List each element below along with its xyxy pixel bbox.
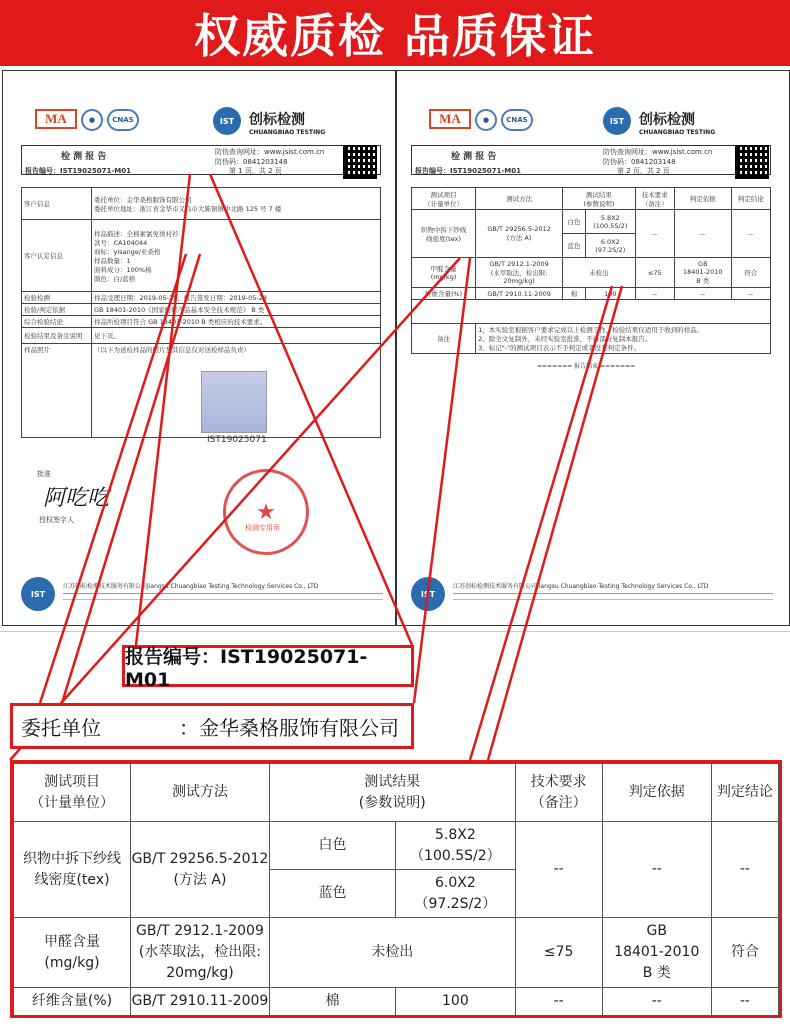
ist-logo: IST <box>213 107 241 135</box>
client-name: 金华桑格服饰有限公司 <box>199 715 399 740</box>
report-number: 报告编号：IST19025071-M01 <box>125 645 368 691</box>
row3-result: 100 <box>396 988 516 1016</box>
label-client-info: 客户信息 <box>22 188 92 220</box>
mini-results-table <box>411 187 771 354</box>
remark-text: 见下页。 <box>92 328 381 344</box>
row1-value-blue: 6.0X2 （97.2S/2） <box>396 870 516 918</box>
report-page-1 <box>2 70 396 626</box>
mini-color-blue: 蓝色 <box>563 234 586 258</box>
mini-basis-1: -- <box>674 210 731 258</box>
mini-req-1: -- <box>635 210 674 258</box>
report-number-small: 报告编号：IST19025071-M01 <box>25 167 131 175</box>
row3-cotton: 棉 <box>269 988 395 1016</box>
brand-key: 商标 <box>94 247 107 256</box>
cnas-logo: CNAS <box>501 109 533 131</box>
client-key: 委托单位 <box>94 195 120 204</box>
row3-basis: -- <box>602 988 711 1016</box>
note-1: 1、本实验室根据客户要求完成以上检测工作，检验结果仅适用于收到的样品。 <box>478 326 704 334</box>
header-test-result: 测试结果 (参数说明) <box>269 764 515 822</box>
mini-concl-3: -- <box>731 288 770 300</box>
row1-color-white: 白色 <box>269 822 395 870</box>
results-table <box>13 763 779 1016</box>
query-site: 防伪查询网址：www.jsist.com.cn <box>603 148 713 156</box>
mini-h3: 测试结果 (参数说明) <box>563 188 636 210</box>
approve-label: 批准 <box>37 470 51 478</box>
mini-req-2: ≤75 <box>635 258 674 288</box>
note-2: 2、除全文复制外，未经实验室批准，不得部分复制本报告。 <box>478 335 652 343</box>
header-test-item: 测试项目 （计量单位） <box>14 764 131 822</box>
sample-photo <box>201 371 267 433</box>
check-dates: 样品受理日期：2019-05-25，报告签发日期：2019-05-28 <box>92 292 381 304</box>
qr-code-icon <box>735 145 769 179</box>
mini-result-2: 未检出 <box>563 258 636 288</box>
row1-value-white: 5.8X2 （100.5S/2） <box>396 822 516 870</box>
row2-method: GB/T 2912.1-2009 (水萃取法，检出限: 20mg/kg) <box>131 918 270 988</box>
row2-result: 未检出 <box>269 918 515 988</box>
qr-code-icon <box>343 145 377 179</box>
footer-divider-2 <box>453 599 773 600</box>
row3-req: -- <box>515 988 602 1016</box>
row1-conclusion: -- <box>711 822 778 918</box>
row2-req: ≤75 <box>515 918 602 988</box>
mini-concl-1: -- <box>731 210 770 258</box>
client-label: 委托单位 <box>21 715 101 740</box>
report-page-2 <box>396 70 790 626</box>
ist-footer-logo: IST <box>21 577 55 611</box>
mini-cotton-value: 100 <box>585 288 635 300</box>
footer-divider-2 <box>63 599 383 600</box>
footer-company: 江苏创标检测技术服务有限公司Jiangsu Chuangbiao Testing Technology Services Co., LTD <box>63 583 319 590</box>
mini-item-1: 织物中拆下纱线 线密度(tex) <box>412 210 476 258</box>
label-check: 检验检测 <box>22 292 92 304</box>
composition-key: 面料成分 <box>94 265 120 274</box>
mini-concl-2: 符合 <box>731 258 770 288</box>
cma-logo: MA <box>35 109 77 129</box>
label-conclusion: 综合检验结论 <box>22 316 92 328</box>
style-key: 款号 <box>94 238 107 247</box>
conclusion-text: 样品所检项目符合 GB 18401-2010 B 类相应的技术要求。 <box>92 316 381 328</box>
mini-value-white: 5.8X2 (100.5S/2) <box>585 210 635 234</box>
ist-logo: IST <box>603 107 631 135</box>
header-basis: 判定依据 <box>602 764 711 822</box>
header-test-method: 测试方法 <box>131 764 270 822</box>
footer-company: 江苏创标检测技术服务有限公司Jiangsu Chuangbiao Testing Technology Services Co., LTD <box>453 583 709 590</box>
mini-h4: 技术要求 （备注） <box>635 188 674 210</box>
mini-method-2: GB/T 2912.1-2009 (水萃取法，检出限: 20mg/kg) <box>476 258 563 288</box>
mini-h5: 判定依据 <box>674 188 731 210</box>
mini-h6: 判定结论 <box>731 188 770 210</box>
mini-method-1: GB/T 29256.5-2012 (方法 A) <box>476 210 563 258</box>
address-value: 浙江省金华市义乌市大陈镇镇中北路 125 号 7 楼 <box>139 204 282 213</box>
row3-method: GB/T 2910.11-2009 <box>131 988 270 1016</box>
qty-value: 1 <box>126 256 131 265</box>
mini-method-3: GB/T 2910.11-2009 <box>476 288 563 300</box>
lab-brand-en: CHUANGBIAO TESTING <box>639 129 716 136</box>
label-remark: 检验结果及备注说明 <box>22 328 92 344</box>
report-number-small: 报告编号：IST19025071-M01 <box>415 167 521 175</box>
ist-footer-logo: IST <box>411 577 445 611</box>
header-tech-req: 技术要求 （备注） <box>515 764 602 822</box>
header-conclusion: 判定结论 <box>711 764 778 822</box>
client-callout <box>10 703 414 749</box>
mini-h1: 测试项目 （计量单位） <box>412 188 476 210</box>
address-key: 委托单位地址 <box>94 204 133 213</box>
note-3: 3、标记"-"的测试项目表示不予判定或者没有判定条件。 <box>478 344 641 352</box>
row1-item: 织物中拆下纱线 线密度(tex) <box>14 822 131 918</box>
mini-h2: 测试方法 <box>476 188 563 210</box>
report-title: 检 测 报 告 <box>451 152 497 162</box>
report-end-mark: ======= 报告结束 ======= <box>537 363 636 370</box>
report-title: 检 测 报 告 <box>61 152 107 162</box>
ilac-logo-icon: ● <box>475 109 497 131</box>
row1-req: -- <box>515 822 602 918</box>
footer-divider <box>453 593 773 594</box>
composition-value: 100%棉 <box>126 265 152 274</box>
query-site: 防伪查询网址：www.jsist.com.cn <box>215 148 325 156</box>
client-info-table: 客户信息 委托单位：金华桑格服饰有限公司 委托单位地址：浙江省金华市义乌市大陈镇镇中北路 125 号 7 楼 客户认定信息 样品描述：全棉素氯免烫衬衫 款号：CA104044 商标：yisange/亚桑格 样品数量：1 面料成分：100%棉 颜色：白/蓝格 检验检测 样品受理日期：2019-05-25，报告签发日期：2019-05-28 检验/判定依据 GB 18401-2010《国家纺织产品基本安全技术规范》 B 类 综合检验结论 样品所检项目符合 GB 18401-2010 B 类相应的技术要求。 检验结果及备注说明 见下页。 样品照片 （以下为送检样品的照片及其信息仅对送检样品负责） <box>21 187 381 438</box>
lab-brand: 创标检测 <box>639 112 695 128</box>
color-value: 白/蓝格 <box>113 274 136 283</box>
mini-basis-2: GB 18401-2010 B 类 <box>674 258 731 288</box>
stamp-text: 检测专用章 <box>245 524 280 532</box>
lab-brand-en: CHUANGBIAO TESTING <box>249 129 326 136</box>
photo-caption: （以下为送检样品的照片及其信息仅对送检样品负责） <box>92 344 381 438</box>
row2-item: 甲醛含量 (mg/kg) <box>14 918 131 988</box>
label-basis: 检验/判定依据 <box>22 304 92 316</box>
row1-method: GB/T 29256.5-2012 (方法 A) <box>131 822 270 918</box>
photo-label: IST19025071 <box>207 435 267 445</box>
color-key: 颜色 <box>94 274 107 283</box>
ilac-logo-icon: ● <box>81 109 103 131</box>
brand-value: yisange/亚桑格 <box>113 247 161 256</box>
top-banner <box>0 0 790 66</box>
results-table-callout <box>10 760 782 1018</box>
stamp-icon: ★ <box>223 469 309 555</box>
signature: 阿吃吃 <box>43 486 110 511</box>
query-code: 防伪码：0841203148 <box>603 158 676 166</box>
row1-basis: -- <box>602 822 711 918</box>
mini-item-3: 纤维含量(%) <box>412 288 476 300</box>
cma-logo: MA <box>429 109 471 129</box>
sample-key: 样品描述 <box>94 229 120 238</box>
mini-basis-3: -- <box>674 288 731 300</box>
mini-value-blue: 6.0X2 (97.2S/2) <box>585 234 635 258</box>
style-value: CA104044 <box>113 238 148 247</box>
row2-conclusion: 符合 <box>711 918 778 988</box>
page-indicator: 第 2 页，共 2 页 <box>617 167 670 175</box>
mini-color-white: 白色 <box>563 210 586 234</box>
label-photo: 样品照片 <box>22 344 92 438</box>
lab-brand: 创标检测 <box>249 112 305 128</box>
row2-basis: GB 18401-2010 B 类 <box>602 918 711 988</box>
mini-blank-row <box>412 300 771 324</box>
mini-cotton: 棉 <box>563 288 586 300</box>
report-scans <box>0 66 790 632</box>
client-value: 金华桑格服饰有限公司 <box>126 195 192 204</box>
label-sample-info: 客户认定信息 <box>22 220 92 292</box>
query-code: 防伪码：0841203148 <box>215 158 288 166</box>
row3-conclusion: -- <box>711 988 778 1016</box>
page-indicator: 第 1 页，共 2 页 <box>229 167 282 175</box>
signer-label: 授权签字人 <box>39 516 74 524</box>
mini-req-3: -- <box>635 288 674 300</box>
sample-value: 全棉素氯免烫衬衫 <box>126 229 179 238</box>
cnas-logo: CNAS <box>107 109 139 131</box>
footer-divider <box>63 593 383 594</box>
basis-text: GB 18401-2010《国家纺织产品基本安全技术规范》 B 类 <box>92 304 381 316</box>
qty-key: 样品数量 <box>94 256 120 265</box>
client-colon: ： <box>179 715 199 740</box>
banner-title: 权威质检 品质保证 <box>193 9 596 63</box>
report-number-callout <box>122 645 414 691</box>
row1-color-blue: 蓝色 <box>269 870 395 918</box>
notes-label: 备注 <box>412 324 476 354</box>
mini-item-2: 甲醛含量 (mg/kg) <box>412 258 476 288</box>
row3-item: 纤维含量(%) <box>14 988 131 1016</box>
